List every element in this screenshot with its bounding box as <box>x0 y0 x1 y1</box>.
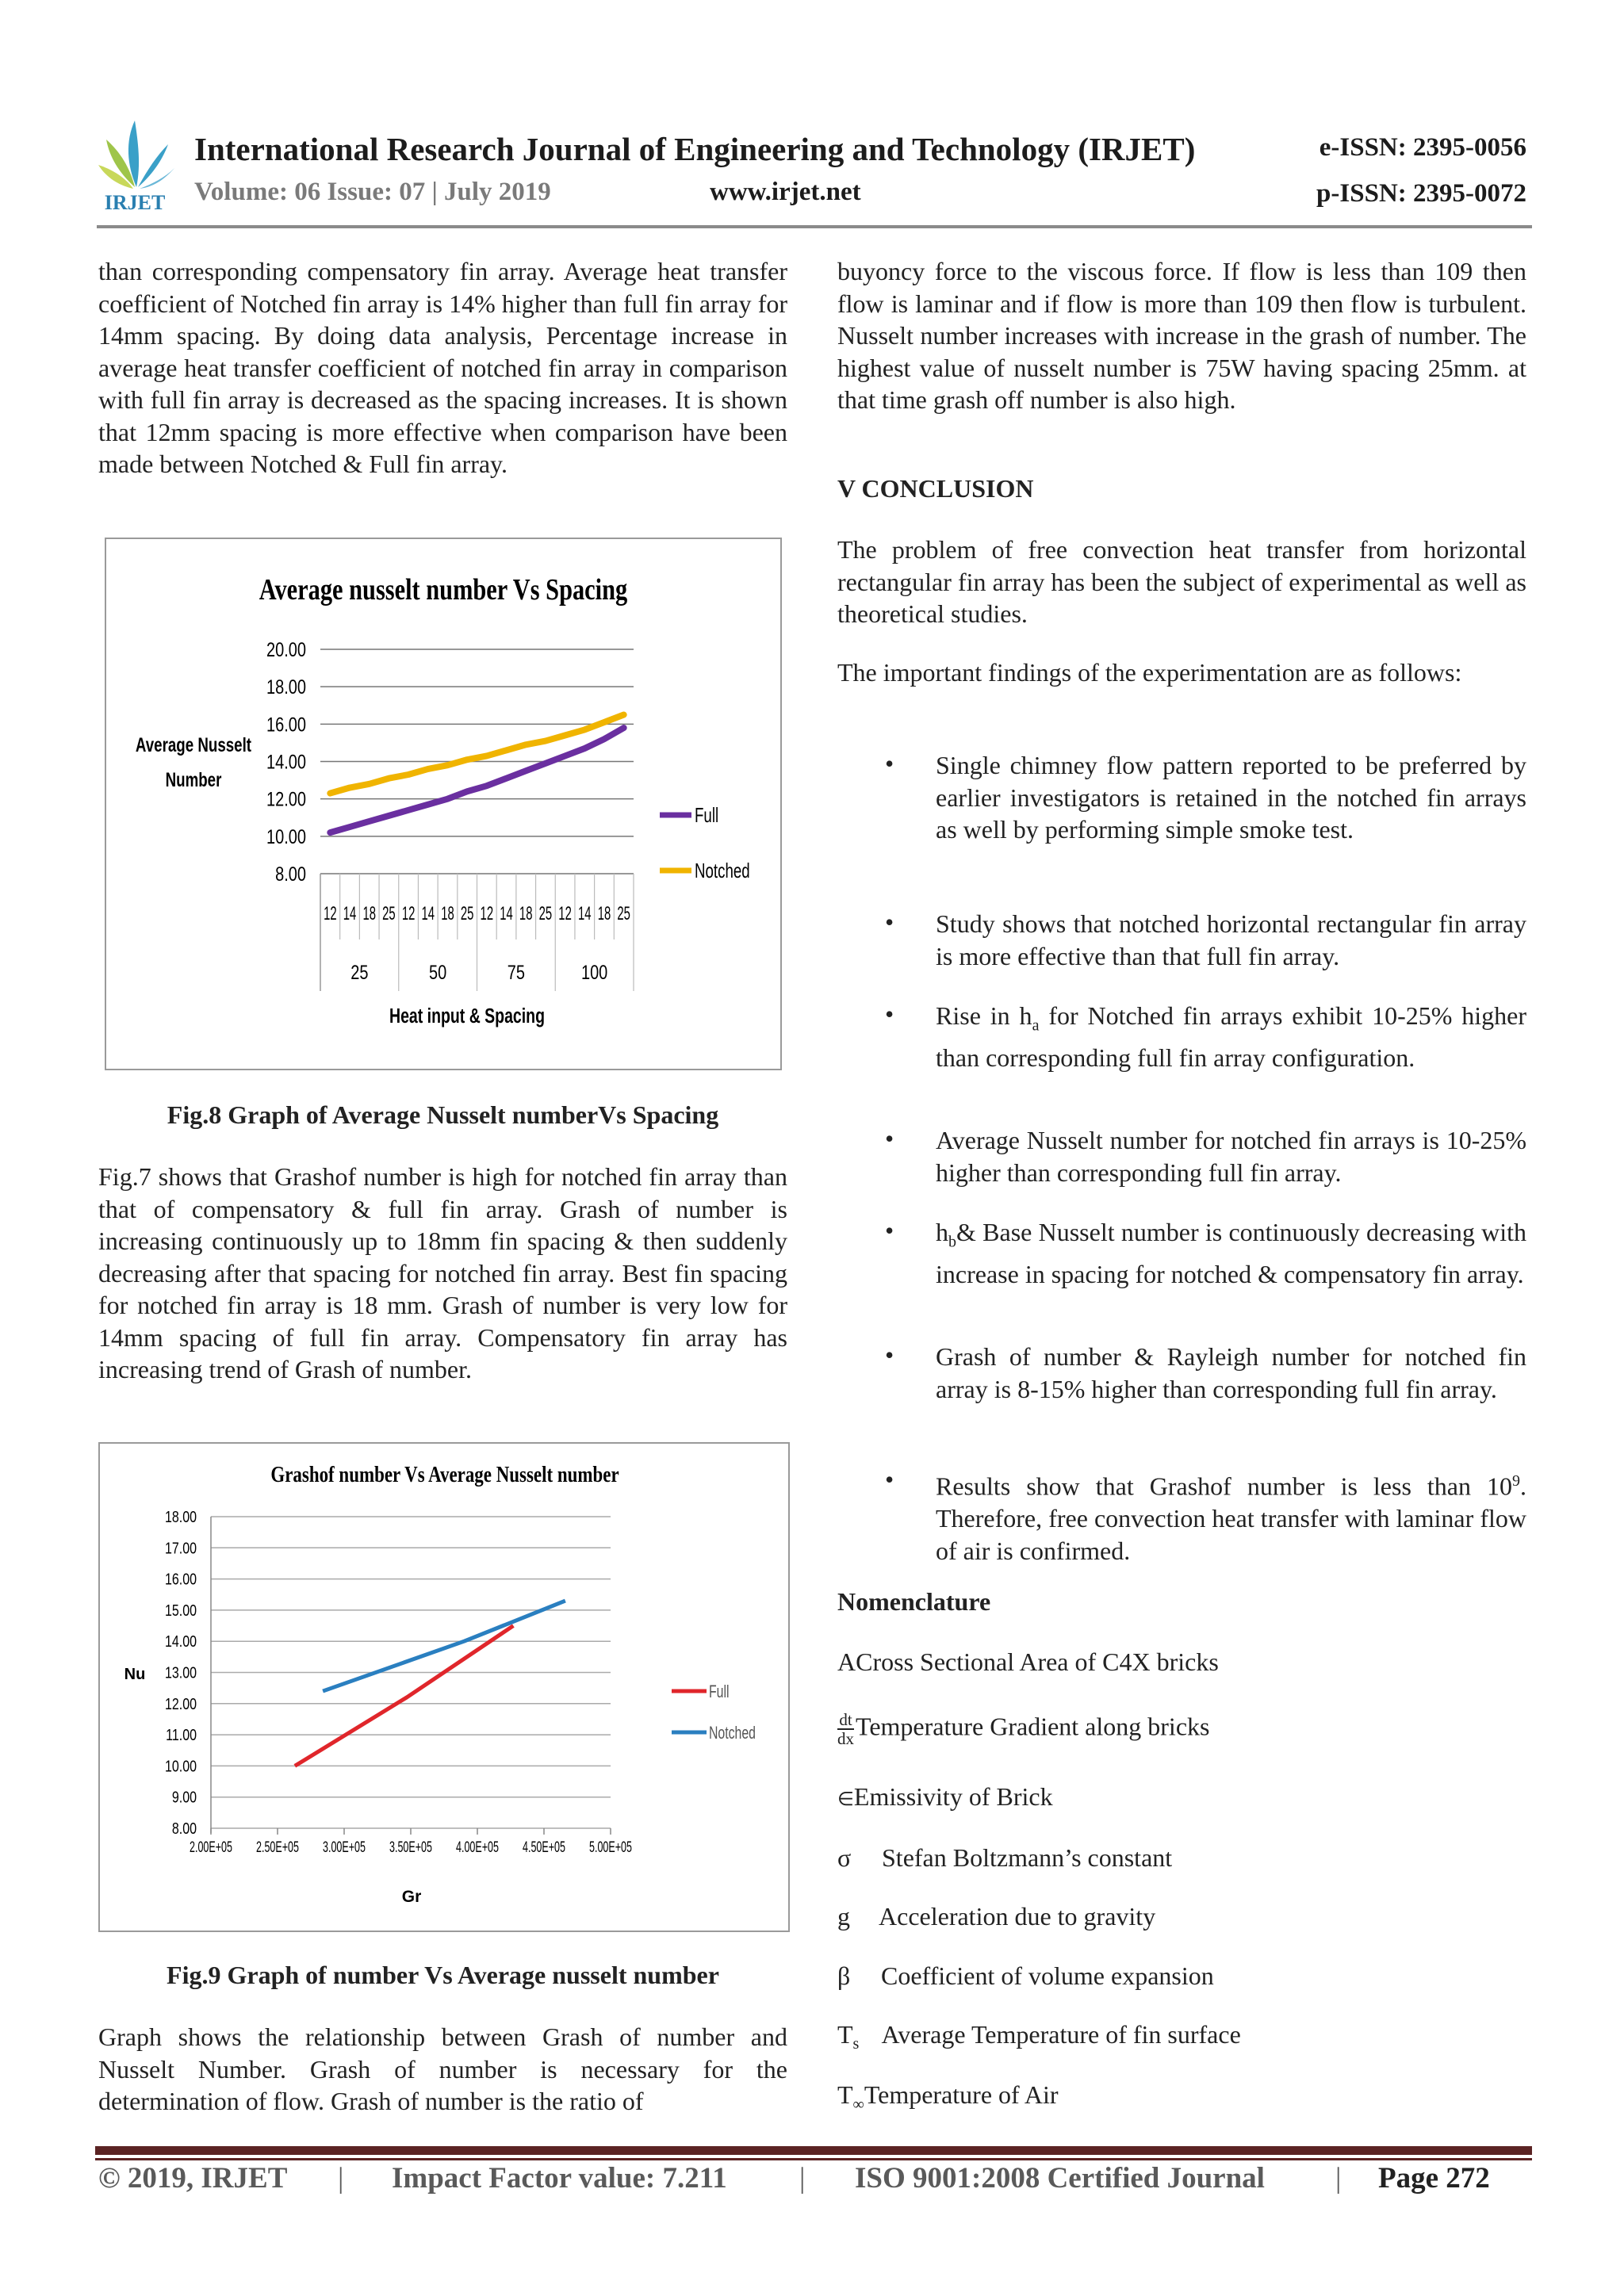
figure-8-chart <box>105 538 782 1070</box>
y-tick-label: 11.00 <box>166 1726 197 1744</box>
x-category-label: 18 <box>362 903 376 925</box>
finding-text: Grash of number & Rayleigh number for notched fin array is 8-15% higher than corresponding full fin array. <box>936 1342 1526 1403</box>
finding-7 <box>936 1465 1526 1567</box>
numerator: dt <box>837 1711 854 1730</box>
series-line-full <box>295 1626 514 1766</box>
nomenclature-item <box>837 2020 1241 2053</box>
bullet-icon: • <box>885 1465 894 1494</box>
nomenclature-item <box>837 1711 1209 1747</box>
nomenclature-item <box>837 1961 1214 1991</box>
finding-text: Study shows that notched horizontal rectangular fin array is more effective than that full fin array. <box>936 909 1526 970</box>
volume-issue: Volume: 06 Issue: 07 | July 2019 <box>194 178 551 206</box>
x-category-label: 25 <box>617 903 630 925</box>
x-axis-title: Gr <box>401 1888 422 1906</box>
x-category-label: 14 <box>578 903 592 925</box>
y-tick-label: 15.00 <box>164 1601 197 1620</box>
y-tick-label: 18.00 <box>164 1508 197 1526</box>
nomenclature-heading: Nomenclature <box>837 1587 991 1616</box>
definition: Temperature Gradient along bricks <box>856 1712 1210 1741</box>
conclusion-paragraph: The problem of free convection heat transfer from horizontal rectangular fin array has been the subject of experimental as well as theoretical studies. <box>837 535 1526 628</box>
bullet-icon: • <box>885 1341 894 1369</box>
right-paragraph-1: buyoncy force to the viscous force. If flow is less than 109 then flow is laminar and if flow is more than 109 then flow is turbulent. Nusselt number increases with increase in the grash of number. The highest value of nusselt number is 75W having spacing 25mm. at that time grash off number is also high. <box>837 257 1526 414</box>
x-category-label: 14 <box>500 903 513 925</box>
x-tick-label: 3.00E+05 <box>323 1839 366 1856</box>
y-tick-label: 10.00 <box>164 1757 197 1775</box>
footer-divider <box>95 2146 1532 2155</box>
y-axis-title: Number <box>165 768 222 791</box>
y-tick-label: 9.00 <box>171 1789 197 1807</box>
subscript: a <box>1032 1016 1040 1035</box>
grashof-vs-nusselt-chart <box>100 1444 788 1931</box>
y-tick-label: 16.00 <box>164 1570 197 1589</box>
x-tick-label: 3.50E+05 <box>389 1839 432 1856</box>
x-category-label: 25 <box>538 903 553 925</box>
y-tick-label: 14.00 <box>266 751 306 774</box>
x-category-label: 12 <box>401 903 416 925</box>
legend-label: Full <box>695 802 719 827</box>
x-group-label: 100 <box>580 961 608 984</box>
y-tick-label: 13.00 <box>164 1663 197 1682</box>
finding-3 <box>936 1000 1526 1073</box>
x-tick-label: 2.00E+05 <box>190 1839 232 1856</box>
y-tick-label: 14.00 <box>164 1632 197 1651</box>
x-category-label: 12 <box>324 903 337 925</box>
bullet-icon: • <box>885 1216 894 1245</box>
finding-text: Results show that Grashof number is less than 10 <box>936 1471 1512 1501</box>
x-category-label: 12 <box>558 903 572 925</box>
footer-separator: | <box>799 2162 806 2195</box>
x-category-label: 25 <box>382 903 396 925</box>
denominator: dx <box>837 1729 854 1748</box>
finding-4 <box>936 1124 1526 1188</box>
logo-leaf-icon <box>95 117 178 212</box>
y-tick-label: 10.00 <box>266 825 306 848</box>
y-axis-title: Nu <box>124 1666 146 1683</box>
x-group-label: 25 <box>350 961 369 984</box>
y-tick-label: 17.00 <box>164 1539 197 1557</box>
finding-text: Average Nusselt number for notched fin arrays is 10-25% higher than corresponding full fin array. <box>936 1126 1526 1187</box>
x-tick-label: 4.50E+05 <box>523 1839 565 1856</box>
bullet-icon: • <box>885 1124 894 1153</box>
y-tick-label: 8.00 <box>171 1820 197 1838</box>
y-tick-label: 20.00 <box>266 638 306 661</box>
bullet-icon: • <box>885 749 894 778</box>
x-category-label: 18 <box>597 903 611 925</box>
footer-separator: | <box>338 2162 344 2195</box>
findings-intro: The important findings of the experimentation are as follows: <box>837 658 1462 687</box>
footer-copyright: © 2019, IRJET <box>98 2162 288 2195</box>
symbol: T <box>837 2080 853 2109</box>
subscript: b <box>948 1233 956 1251</box>
x-axis-title: Heat input & Spacing <box>389 1004 545 1027</box>
footer-divider-thin <box>95 2158 1532 2160</box>
finding-text: h <box>936 1218 948 1246</box>
definition: Coefficient of volume expansion <box>881 1961 1214 1990</box>
symbol: A <box>837 1647 856 1676</box>
definition: Temperature of Air <box>864 2080 1059 2109</box>
subscript: s <box>852 2035 860 2053</box>
finding-1 <box>936 749 1526 846</box>
footer-impact-factor: Impact Factor value: 7.211 <box>392 2162 727 2195</box>
y-tick-label: 12.00 <box>164 1695 197 1713</box>
y-tick-label: 12.00 <box>266 788 306 811</box>
definition: Acceleration due to gravity <box>879 1902 1156 1931</box>
x-category-label: 12 <box>480 903 494 925</box>
x-category-label: 14 <box>343 903 357 925</box>
finding-2 <box>936 908 1526 972</box>
conclusion-heading: V CONCLUSION <box>837 474 1034 503</box>
legend-label: Full <box>709 1682 730 1702</box>
chart-title: Grashof number Vs Average Nusselt number <box>270 1461 619 1487</box>
footer-iso: ISO 9001:2008 Certified Journal <box>855 2162 1265 2195</box>
journal-title: International Research Journal of Engineering and Technology (IRJET) <box>194 131 1196 167</box>
finding-text: Single chimney flow pattern reported to be preferred by earlier investigators is retained in the notched fin arrays as well by performing simple smoke test. <box>936 751 1526 844</box>
symbol: g <box>837 1902 850 1931</box>
x-tick-label: 5.00E+05 <box>589 1839 632 1856</box>
y-tick-label: 18.00 <box>266 676 306 698</box>
x-group-label: 50 <box>429 961 447 984</box>
y-axis-title: Average Nusselt <box>135 733 252 756</box>
definition: Cross Sectional Area of C4X bricks <box>856 1647 1219 1676</box>
left-paragraph-3: Graph shows the relationship between Grash of number and Nusselt Number. Grash of number is necessary for the determination of flow. Grash of number is the ratio of <box>98 2022 787 2115</box>
chart-title: Average nusselt number Vs Spacing <box>259 572 628 607</box>
x-group-label: 75 <box>507 961 525 984</box>
finding-text: . Therefore, free convection heat transfer with laminar flow of air is confirmed. <box>936 1471 1526 1565</box>
nomenclature-item <box>837 1647 1219 1677</box>
definition: Emissivity of Brick <box>853 1782 1053 1811</box>
symbol: ∈ <box>837 1789 854 1810</box>
figure-8-caption: Fig.8 Graph of Average Nusselt numberVs Spacing <box>167 1100 719 1129</box>
p-issn: p-ISSN: 2395-0072 <box>1316 179 1526 208</box>
legend-label: Notched <box>709 1724 756 1743</box>
e-issn: e-ISSN: 2395-0056 <box>1319 133 1526 162</box>
nusselt-vs-spacing-chart <box>106 539 780 1069</box>
symbol: σ <box>837 1843 852 1872</box>
x-category-label: 18 <box>519 903 533 925</box>
logo-text: IRJET <box>104 191 166 212</box>
left-paragraph-1: than corresponding compensatory fin array. Average heat transfer coefficient of Notched fin array is 14% higher than full fin array for 14mm spacing. By doing data analysis, Percentage increase in average heat transfer coefficient of notched fin array in comparison with full fin array is decreased as the spacing increases. It is shown that 12mm spacing is more effective when comparison have been made between Notched & Full fin array. <box>98 257 787 478</box>
legend-label: Notched <box>695 858 750 882</box>
bullet-icon: • <box>885 1000 894 1028</box>
nomenclature-item <box>837 1843 1172 1873</box>
symbol: β <box>837 1961 851 1990</box>
nomenclature-item <box>837 1782 1053 1812</box>
x-category-label: 25 <box>460 903 474 925</box>
x-category-label: 18 <box>441 903 454 925</box>
journal-website-link[interactable]: www.irjet.net <box>710 178 861 206</box>
header-divider <box>97 225 1532 228</box>
series-line-notched <box>323 1601 565 1691</box>
nomenclature-item <box>837 1902 1155 1931</box>
finding-text: & Base Nusselt number is continuously decreasing with increase in spacing for notched & compensatory fin array. <box>936 1218 1526 1288</box>
bullet-icon: • <box>885 908 894 936</box>
finding-5 <box>936 1216 1526 1290</box>
y-tick-label: 8.00 <box>275 863 306 886</box>
footer-page-number: Page 272 <box>1378 2162 1490 2195</box>
fraction-symbol <box>837 1711 854 1747</box>
definition: Stefan Boltzmann’s constant <box>882 1843 1173 1872</box>
nomenclature-item <box>837 2080 1059 2114</box>
finding-6 <box>936 1341 1526 1405</box>
y-tick-label: 16.00 <box>266 714 306 736</box>
x-tick-label: 4.00E+05 <box>456 1839 499 1856</box>
symbol: T <box>837 2020 853 2049</box>
figure-9-chart <box>98 1442 790 1932</box>
figure-9-caption: Fig.9 Graph of number Vs Average nusselt number <box>167 1961 719 1989</box>
finding-text: for Notched fin arrays exhibit 10-25% higher than corresponding full fin array configuration. <box>936 1001 1527 1072</box>
x-tick-label: 2.50E+05 <box>256 1839 299 1856</box>
irjet-logo <box>95 117 178 212</box>
finding-text: Rise in h <box>936 1001 1032 1030</box>
left-paragraph-2: Fig.7 shows that Grashof number is high for notched fin array than that of compensatory & full fin array. Grash of number is increasing continuously up to 18mm fin spacing & then suddenly decreasing after that spacing for notched fin array. Best fin spacing for notched fin array is 18 mm. Grash of number is very low for 14mm spacing of full fin array. Compensatory fin array has increasing trend of Grash of number. <box>98 1162 787 1383</box>
definition: Average Temperature of fin surface <box>881 2020 1241 2049</box>
superscript: 9 <box>1512 1472 1520 1490</box>
x-category-label: 14 <box>421 903 435 925</box>
footer-separator: | <box>1335 2162 1342 2195</box>
series-line-notched <box>330 715 623 794</box>
subscript: ∞ <box>852 2095 864 2114</box>
